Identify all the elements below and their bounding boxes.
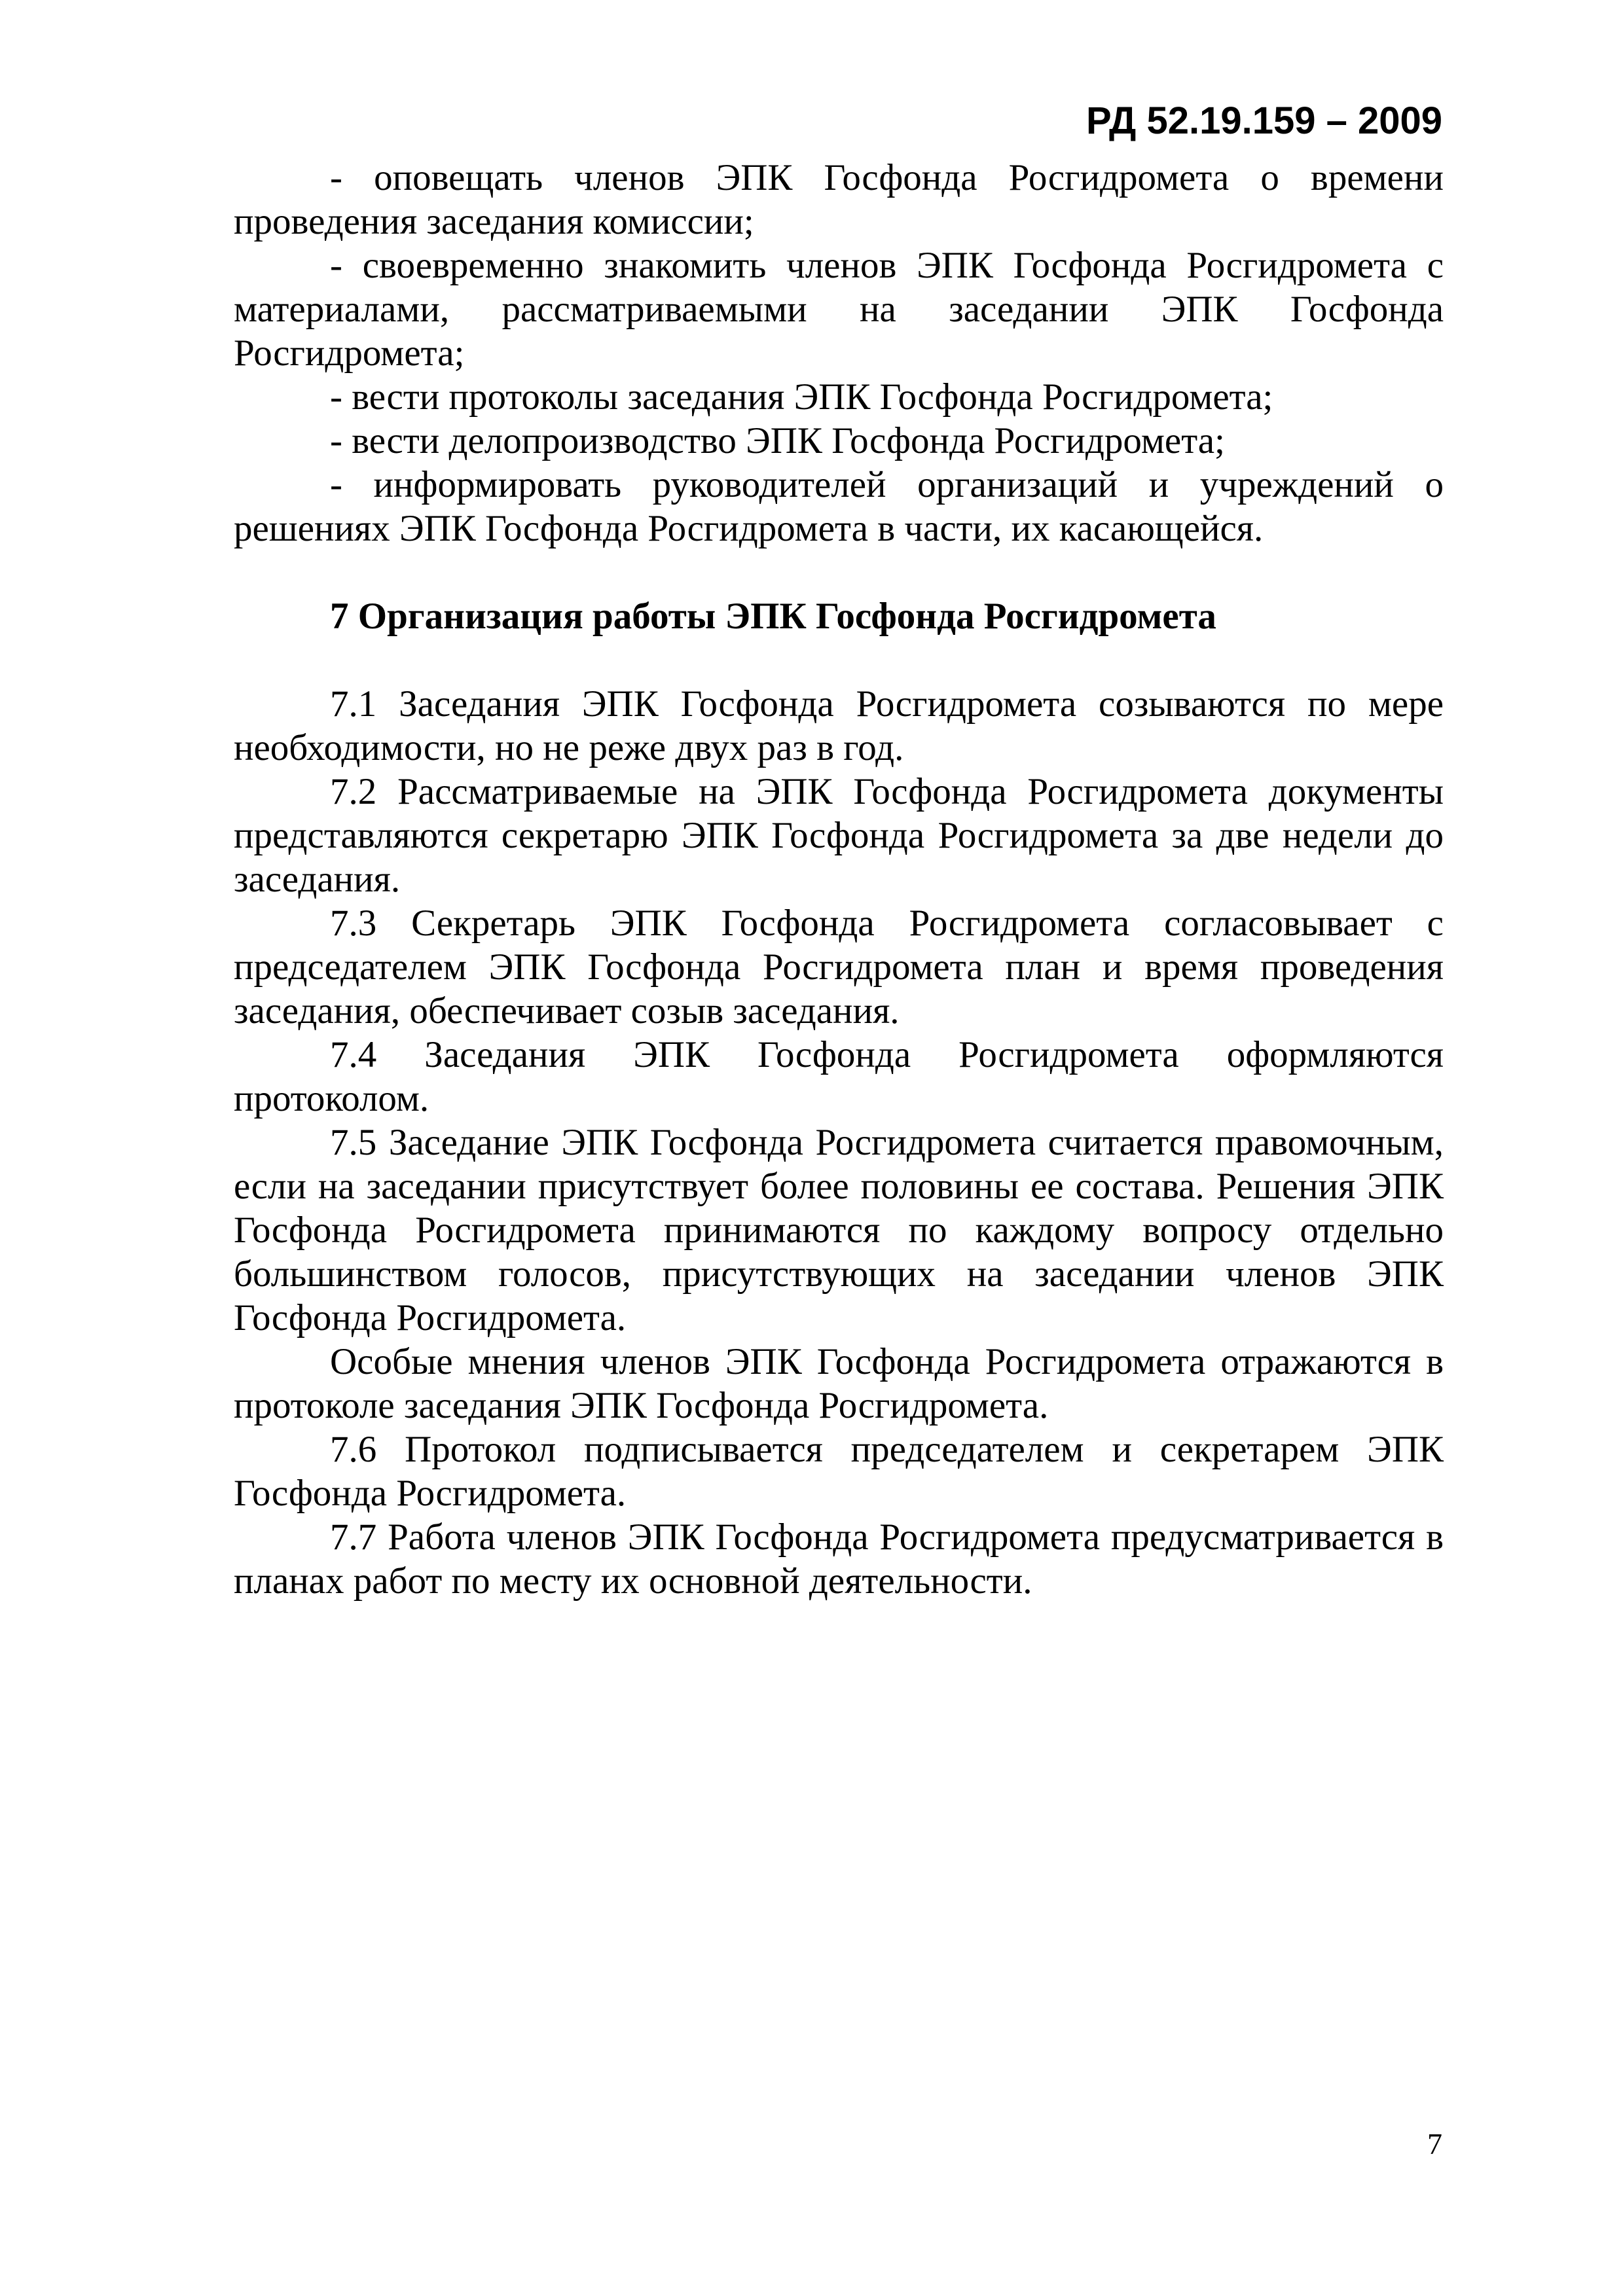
page-content bbox=[234, 156, 1444, 1603]
list-item: - информировать руководителей организаций и учреждений о решениях ЭПК Госфонда Росгидромета в части, их касающейся. bbox=[234, 464, 1444, 549]
list-item: - своевременно знакомить членов ЭПК Госфонда Росгидромета с материалами, рассматриваемыми на заседании ЭПК Госфонда Росгидромета; bbox=[234, 245, 1444, 374]
paragraph-7-7: 7.7 Работа членов ЭПК Госфонда Росгидромета предусматривается в планах работ по месту их основной деятельности. bbox=[234, 1516, 1444, 1602]
paragraph-7-5: 7.5 Заседание ЭПК Госфонда Росгидромета считается правомочным, если на заседании присутствует более половины ее состава. Решения ЭПК Госфонда Росгидромета принимаются по каждому вопросу отдельно большинством голосов, присутствующих на заседании членов ЭПК Госфонда Росгидромета. bbox=[234, 1122, 1444, 1338]
list-item: - вести протоколы заседания ЭПК Госфонда Росгидромета; bbox=[330, 376, 1273, 418]
list-item: - оповещать членов ЭПК Госфонда Росгидромета о времени проведения заседания комиссии; bbox=[234, 157, 1444, 242]
list-item: - вести делопроизводство ЭПК Госфонда Росгидромета; bbox=[330, 420, 1225, 461]
paragraph-7-1: 7.1 Заседания ЭПК Госфонда Росгидромета созываются по мере необходимости, но не реже двух раз в год. bbox=[234, 683, 1444, 768]
paragraph-7-3: 7.3 Секретарь ЭПК Госфонда Росгидромета согласовывает с председателем ЭПК Госфонда Росгидромета план и время проведения заседания, обеспечивает созыв заседания. bbox=[234, 903, 1444, 1031]
page-number: 7 bbox=[1427, 2127, 1442, 2161]
paragraph-7-2: 7.2 Рассматриваемые на ЭПК Госфонда Росгидромета документы представляются секретарю ЭПК Госфонда Росгидромета за две недели до заседания. bbox=[234, 771, 1444, 900]
paragraph-special-opinions: Особые мнения членов ЭПК Госфонда Росгидромета отражаются в протоколе заседания ЭПК Госфонда Росгидромета. bbox=[234, 1341, 1444, 1426]
paragraph-7-4: 7.4 Заседания ЭПК Госфонда Росгидромета оформляются протоколом. bbox=[234, 1034, 1444, 1119]
paragraph-7-6: 7.6 Протокол подписывается председателем и секретарем ЭПК Госфонда Росгидромета. bbox=[234, 1429, 1444, 1514]
document-code: РД 52.19.159 – 2009 bbox=[1085, 99, 1442, 142]
section-heading: 7 Организация работы ЭПК Госфонда Росгидромета bbox=[330, 596, 1216, 637]
